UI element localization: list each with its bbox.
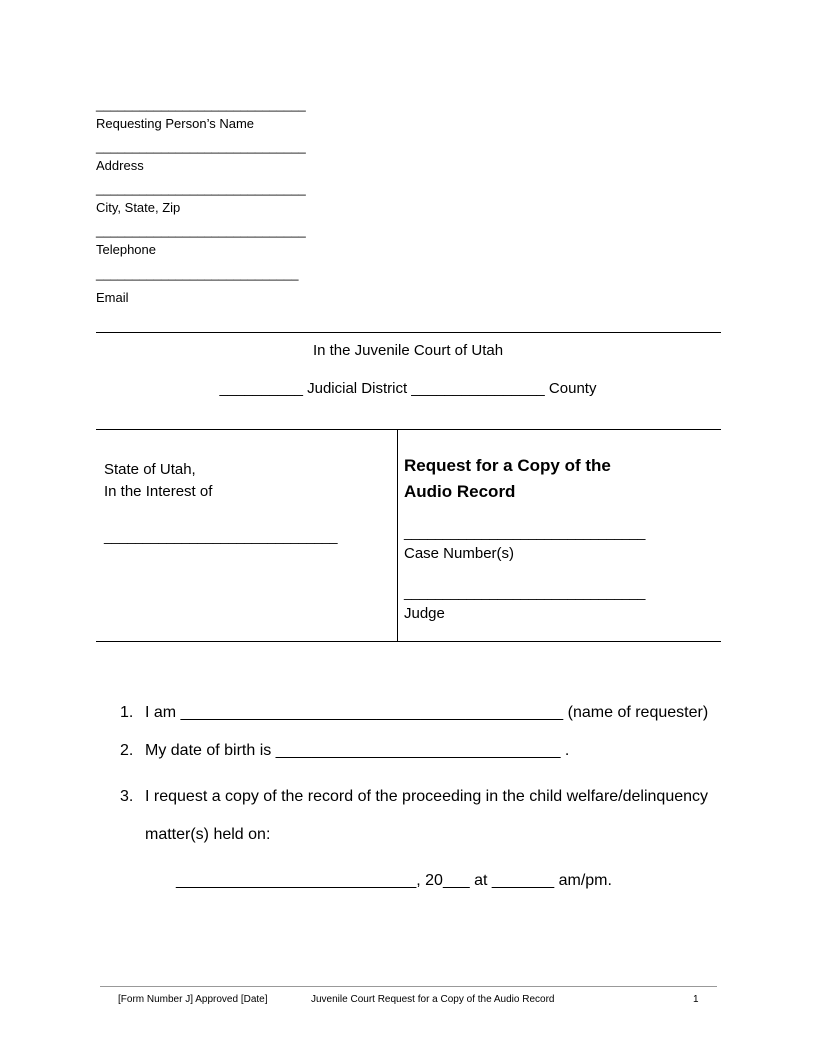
caption-bottom-rule [96, 641, 721, 642]
form-title-line2: Audio Record [404, 482, 516, 501]
footer-rule [100, 986, 717, 987]
footer-form-number: [Form Number J] Approved [Date] [118, 994, 268, 1005]
district-county-line[interactable]: __________ Judicial District ________________ County [219, 380, 597, 397]
in-the-interest-label: In the Interest of [104, 483, 213, 500]
footer-form-title: Juvenile Court Request for a Copy of the Audio Record [311, 994, 555, 1005]
email-blank[interactable]: ____________________________ [96, 266, 299, 281]
item-1-text[interactable]: I am ___________________________________________ (name of requester) [145, 704, 709, 721]
telephone-label: Telephone [96, 242, 156, 257]
item-1-number: 1. [120, 704, 134, 721]
item-2-number: 2. [120, 742, 134, 759]
judge-blank[interactable]: _______________________________ [404, 584, 646, 600]
court-top-rule [96, 332, 721, 333]
case-number-blank[interactable]: _______________________________ [404, 524, 646, 540]
case-number-label: Case Number(s) [404, 545, 515, 562]
caption-divider [397, 429, 398, 642]
interest-of-blank[interactable]: ______________________________ [104, 528, 338, 544]
footer-page-number: 1 [693, 994, 699, 1005]
hearing-date-line[interactable]: ___________________________, 20___ at _______ am/pm. [176, 872, 612, 889]
telephone-blank[interactable]: _____________________________ [96, 223, 306, 238]
city-state-zip-label: City, State, Zip [96, 200, 181, 215]
form-title-line1: Request for a Copy of the [404, 456, 611, 475]
item-2-text[interactable]: My date of birth is ________________________________ . [145, 742, 570, 759]
item-3-text: I request a copy of the record of the proceeding in the child welfare/delinquency [145, 788, 709, 805]
address-label: Address [96, 158, 144, 173]
caption-top-rule [96, 429, 721, 430]
address-blank[interactable]: _____________________________ [96, 139, 306, 154]
judge-label: Judge [404, 605, 445, 622]
name-blank[interactable]: _____________________________ [96, 97, 306, 112]
requesting-person-name-label: Requesting Person’s Name [96, 116, 255, 131]
item-3-continuation: matter(s) held on: [145, 826, 271, 843]
court-title: In the Juvenile Court of Utah [312, 342, 504, 359]
city-state-zip-blank[interactable]: _____________________________ [96, 181, 306, 196]
email-label: Email [96, 290, 129, 305]
state-of-utah-label: State of Utah, [104, 461, 196, 478]
item-3-number: 3. [120, 788, 134, 805]
